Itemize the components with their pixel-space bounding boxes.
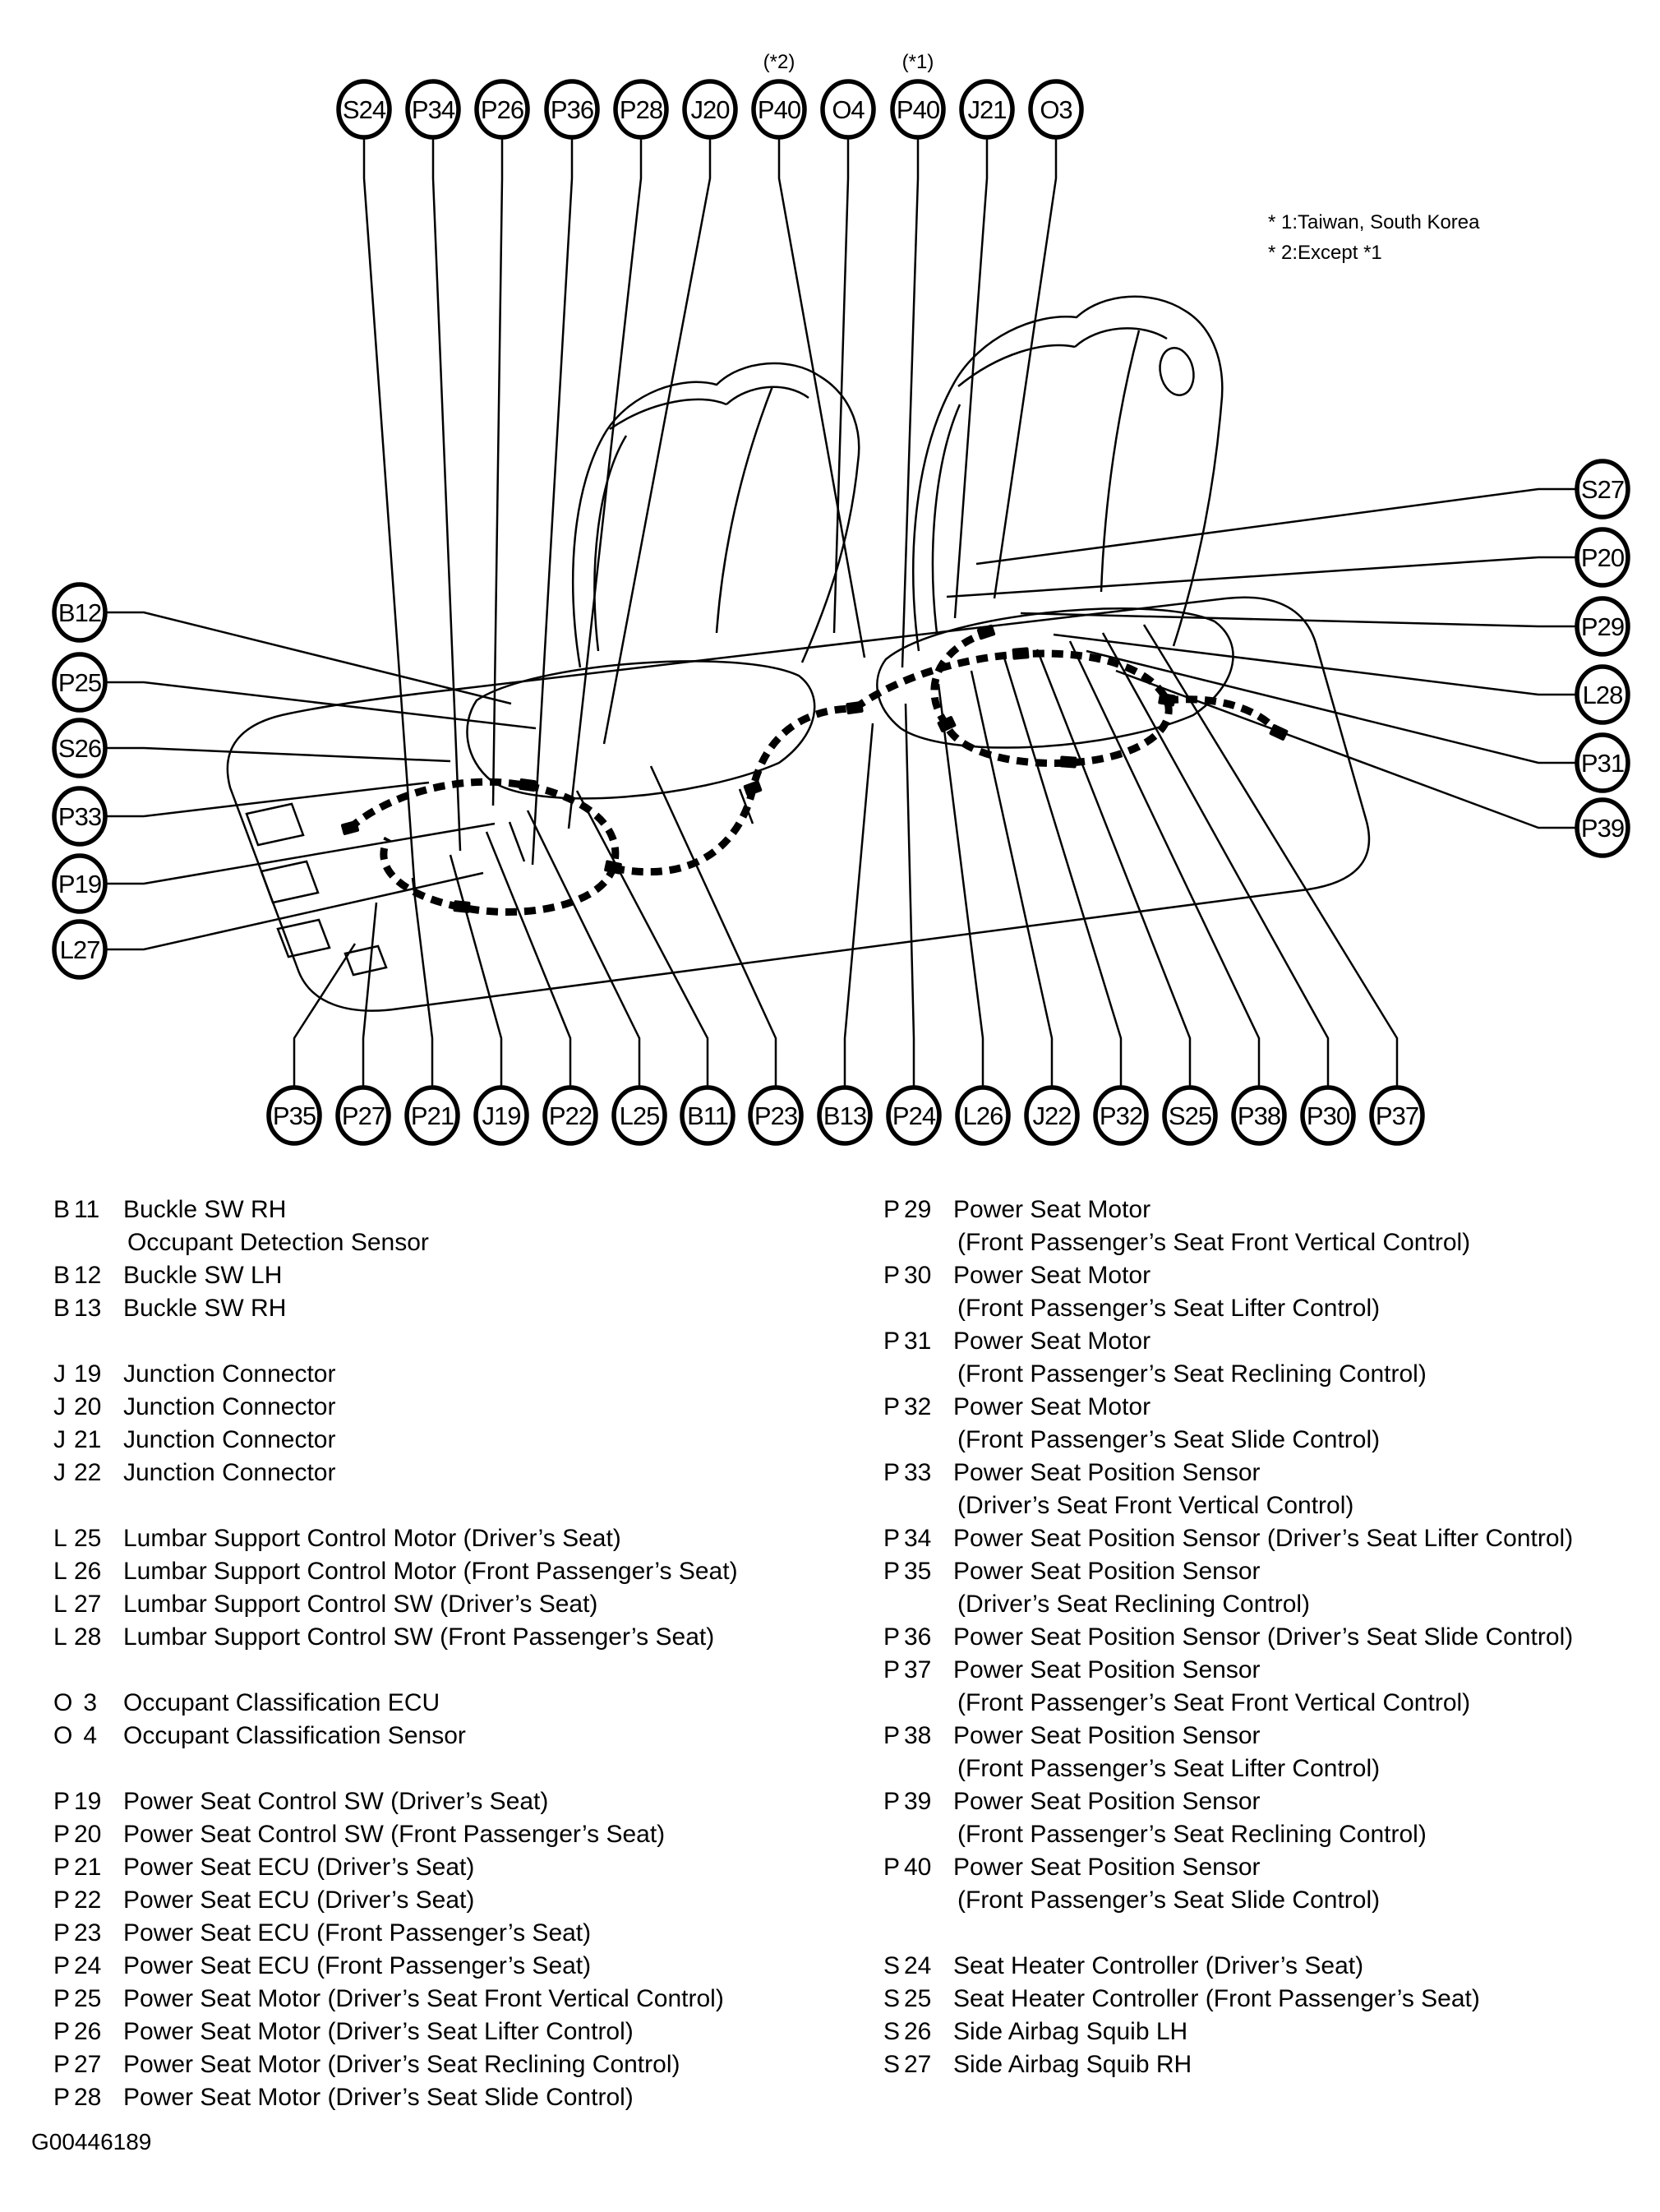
legend-code-number: 27 bbox=[74, 1591, 102, 1618]
legend-code-letter: P bbox=[883, 1722, 901, 1749]
legend-entry-continuation bbox=[883, 1358, 1573, 1391]
legend-entry-p19 bbox=[53, 1785, 738, 1818]
legend-description-continuation: (Front Passenger’s Seat Lifter Control) bbox=[957, 1755, 1381, 1782]
legend-group-gap bbox=[53, 1325, 738, 1358]
legend-code-number: 20 bbox=[74, 1393, 102, 1420]
legend-group-gap bbox=[883, 1917, 1573, 1950]
legend-description-continuation: Occupant Detection Sensor bbox=[127, 1229, 429, 1256]
legend-description: Side Airbag Squib LH bbox=[953, 2018, 1188, 2045]
callout-p20 bbox=[947, 529, 1628, 597]
callout-label: P36 bbox=[550, 95, 594, 125]
callout-s26 bbox=[54, 720, 450, 776]
legend-code-letter: J bbox=[53, 1426, 66, 1453]
leader-line bbox=[569, 137, 641, 829]
legend-code-letter: P bbox=[53, 1821, 71, 1848]
legend-entry-continuation bbox=[53, 1226, 738, 1259]
legend-description-continuation: (Front Passenger’s Seat Slide Control) bbox=[957, 1886, 1381, 1914]
leader-line bbox=[450, 855, 501, 1088]
callout-l26 bbox=[938, 684, 1008, 1143]
legend-code-number: 25 bbox=[904, 1985, 932, 2012]
legend-description-continuation: (Driver’s Seat Front Vertical Control) bbox=[957, 1492, 1354, 1519]
callout-p38 bbox=[1070, 641, 1284, 1143]
legend-description: Occupant Classification Sensor bbox=[123, 1722, 466, 1749]
legend-entry-continuation bbox=[883, 1588, 1573, 1621]
legend-entry-p40 bbox=[883, 1851, 1573, 1884]
callout-label: P29 bbox=[1580, 612, 1625, 642]
legend-description: Power Seat ECU (Driver’s Seat) bbox=[123, 1854, 475, 1881]
legend-code-letter: P bbox=[883, 1393, 901, 1420]
legend-entry-p21 bbox=[53, 1851, 738, 1884]
legend-description: Lumbar Support Control SW (Front Passenger’s Seat) bbox=[123, 1623, 715, 1651]
legend-description: Power Seat Motor bbox=[953, 1196, 1151, 1223]
legend-group-gap bbox=[53, 1489, 738, 1522]
legend-code-letter: P bbox=[883, 1196, 901, 1223]
legend-entry-l27 bbox=[53, 1588, 738, 1621]
leader-line bbox=[1037, 649, 1190, 1088]
leader-line bbox=[947, 557, 1575, 597]
legend-code-number: 22 bbox=[74, 1459, 102, 1486]
legend-code-number: 34 bbox=[904, 1525, 932, 1552]
legend-entry-continuation bbox=[883, 1884, 1573, 1917]
legend-description: Power Seat Motor (Driver’s Seat Slide Control) bbox=[123, 2084, 634, 2111]
callout-label: P24 bbox=[892, 1101, 936, 1131]
legend-description-continuation: (Front Passenger’s Seat Lifter Control) bbox=[957, 1295, 1381, 1322]
callout-label: B11 bbox=[687, 1101, 728, 1131]
legend-code-number: 11 bbox=[74, 1196, 100, 1223]
legend-entry-j22 bbox=[53, 1457, 738, 1489]
legend-code-letter: S bbox=[883, 2018, 901, 2045]
legend-description: Buckle SW RH bbox=[123, 1196, 287, 1223]
legend-description: Power Seat Motor (Driver’s Seat Front Vertical Control) bbox=[123, 1985, 724, 2012]
legend-code-number: 20 bbox=[74, 1821, 102, 1848]
legend-code-letter: S bbox=[883, 2051, 901, 2078]
legend-description-continuation: (Front Passenger’s Seat Reclining Control) bbox=[957, 1821, 1427, 1848]
callout-j22 bbox=[971, 671, 1077, 1143]
callout-label: J22 bbox=[1032, 1101, 1072, 1131]
callout-label: S25 bbox=[1168, 1101, 1212, 1131]
legend-code-number: 21 bbox=[74, 1426, 102, 1453]
legend-code-number: 26 bbox=[74, 2018, 102, 2045]
legend-entry-j19 bbox=[53, 1358, 738, 1391]
callout-p40-2 bbox=[892, 51, 943, 667]
leader-line bbox=[651, 766, 776, 1088]
legend-description: Side Airbag Squib RH bbox=[953, 2051, 1192, 2078]
legend-code-letter: P bbox=[53, 1952, 71, 1979]
legend-entry-j20 bbox=[53, 1391, 738, 1424]
legend-description: Occupant Classification ECU bbox=[123, 1689, 440, 1716]
legend-description: Junction Connector bbox=[123, 1360, 336, 1388]
legend-code-number: 36 bbox=[904, 1623, 932, 1651]
leader-line bbox=[604, 137, 710, 744]
legend-entry-o4 bbox=[53, 1720, 738, 1753]
legend-code-number: 26 bbox=[904, 2018, 932, 2045]
leader-line bbox=[107, 748, 450, 761]
legend-entry-l26 bbox=[53, 1555, 738, 1588]
legend-entry-continuation bbox=[883, 1489, 1573, 1522]
legend-description-continuation: (Front Passenger’s Seat Front Vertical Control) bbox=[957, 1689, 1471, 1716]
legend-entry-p20 bbox=[53, 1818, 738, 1851]
legend-entry-continuation bbox=[883, 1753, 1573, 1785]
legend-code-letter: B bbox=[53, 1196, 71, 1223]
legend-description: Lumbar Support Control Motor (Front Passenger’s Seat) bbox=[123, 1558, 738, 1585]
callout-p23 bbox=[651, 766, 801, 1143]
callout-j19 bbox=[450, 855, 527, 1143]
legend-code-letter: S bbox=[883, 1985, 901, 2012]
callout-label: B13 bbox=[823, 1101, 867, 1131]
callout-p24 bbox=[888, 704, 939, 1143]
legend-entry-p23 bbox=[53, 1917, 738, 1950]
legend-description: Power Seat Motor bbox=[953, 1393, 1151, 1420]
legend-description-continuation: (Driver’s Seat Reclining Control) bbox=[957, 1591, 1311, 1618]
callout-label: P40 bbox=[757, 95, 801, 125]
leader-line bbox=[1086, 651, 1575, 763]
legend-code-letter: P bbox=[883, 1623, 901, 1651]
legend-entry-p26 bbox=[53, 2016, 738, 2048]
callout-label: L28 bbox=[1582, 681, 1623, 710]
leader-line bbox=[493, 137, 502, 806]
leader-line bbox=[363, 903, 376, 1088]
legend-column-right bbox=[883, 1194, 1573, 2081]
callout-variant-note: (*1) bbox=[901, 51, 934, 73]
callout-label: P25 bbox=[58, 668, 102, 698]
callout-label: L25 bbox=[619, 1101, 660, 1131]
callout-label: S26 bbox=[58, 734, 102, 764]
callout-label: P34 bbox=[411, 95, 455, 125]
callout-p28 bbox=[569, 81, 666, 829]
callout-label: P33 bbox=[58, 802, 102, 832]
callout-label: J19 bbox=[482, 1101, 521, 1131]
legend-code-letter: P bbox=[53, 1985, 71, 2012]
legend-code-number: 28 bbox=[74, 1623, 102, 1651]
leader-line bbox=[1004, 658, 1121, 1088]
legend-entry-s24 bbox=[883, 1950, 1573, 1983]
market-note-line1: * 1:Taiwan, South Korea bbox=[1268, 211, 1480, 233]
legend-entry-p35 bbox=[883, 1555, 1573, 1588]
legend-code-letter: J bbox=[53, 1360, 66, 1388]
legend-code-letter: J bbox=[53, 1459, 66, 1486]
callout-label: P20 bbox=[1580, 543, 1625, 573]
legend-description: Junction Connector bbox=[123, 1459, 336, 1486]
legend-code-number: 24 bbox=[904, 1952, 932, 1979]
leader-line bbox=[364, 137, 415, 892]
legend-group-gap bbox=[53, 1753, 738, 1785]
legend-entry-continuation bbox=[883, 1424, 1573, 1457]
legend-code-number: 37 bbox=[904, 1656, 932, 1683]
legend-description: Power Seat Motor (Driver’s Seat Reclining Control) bbox=[123, 2051, 680, 2078]
legend-column-left bbox=[53, 1194, 738, 2114]
legend-code-number: 40 bbox=[904, 1854, 932, 1881]
legend-code-letter: P bbox=[883, 1525, 901, 1552]
legend-entry-l25 bbox=[53, 1522, 738, 1555]
legend-code-letter: P bbox=[883, 1656, 901, 1683]
callout-label: B12 bbox=[58, 598, 102, 628]
callout-label: J21 bbox=[967, 95, 1007, 125]
leader-line bbox=[107, 682, 536, 728]
leader-line bbox=[845, 723, 873, 1088]
legend-code-letter: L bbox=[53, 1525, 67, 1552]
legend-description: Power Seat Position Sensor bbox=[953, 1656, 1261, 1683]
legend-description: Power Seat Position Sensor bbox=[953, 1722, 1261, 1749]
legend-code-number: 25 bbox=[74, 1985, 102, 2012]
legend-entry-p25 bbox=[53, 1983, 738, 2016]
legend-code-letter: L bbox=[53, 1623, 67, 1651]
legend-code-number: 27 bbox=[74, 2051, 102, 2078]
callout-label: P32 bbox=[1099, 1101, 1143, 1131]
leader-line bbox=[577, 791, 708, 1088]
legend-code-number: 30 bbox=[904, 1262, 932, 1289]
callout-j20 bbox=[604, 81, 735, 744]
callout-label: P19 bbox=[58, 870, 102, 899]
leader-line bbox=[413, 878, 432, 1088]
callout-label: P27 bbox=[341, 1101, 385, 1131]
market-note-line2: * 2:Except *1 bbox=[1268, 242, 1382, 264]
legend-entry-continuation bbox=[883, 1687, 1573, 1720]
callout-o3 bbox=[994, 81, 1081, 598]
callout-s27 bbox=[976, 461, 1628, 564]
legend-entry-p36 bbox=[883, 1621, 1573, 1654]
callout-label: O3 bbox=[1040, 95, 1072, 125]
callout-label: P30 bbox=[1306, 1101, 1350, 1131]
legend-code-letter: P bbox=[53, 2018, 71, 2045]
legend-entry-l28 bbox=[53, 1621, 738, 1654]
legend-entry-b13 bbox=[53, 1292, 738, 1325]
callout-s25 bbox=[1037, 649, 1215, 1143]
callout-b12 bbox=[54, 584, 511, 704]
legend-description: Power Seat Position Sensor (Driver’s Seat Lifter Control) bbox=[953, 1525, 1574, 1552]
legend-entry-p28 bbox=[53, 2081, 738, 2114]
legend-code-number: 21 bbox=[74, 1854, 102, 1881]
callout-p34 bbox=[408, 81, 460, 851]
legend-description-continuation: (Front Passenger’s Seat Reclining Control) bbox=[957, 1360, 1427, 1388]
leader-line bbox=[107, 824, 495, 884]
passenger-seat bbox=[877, 297, 1233, 748]
market-note bbox=[1268, 207, 1480, 268]
legend-entry-o3 bbox=[53, 1687, 738, 1720]
legend-description: Power Seat ECU (Driver’s Seat) bbox=[123, 1886, 475, 1914]
legend-group-gap bbox=[53, 1654, 738, 1687]
legend-description: Lumbar Support Control Motor (Driver’s Seat) bbox=[123, 1525, 621, 1552]
callout-variant-note: (*2) bbox=[763, 51, 795, 73]
legend-code-letter: B bbox=[53, 1262, 71, 1289]
legend-code-number: 24 bbox=[74, 1952, 102, 1979]
leader-line bbox=[779, 137, 865, 658]
legend-code-letter: P bbox=[53, 1854, 71, 1881]
legend-code-number: 4 bbox=[83, 1722, 97, 1749]
legend-entry-p27 bbox=[53, 2048, 738, 2081]
callout-p21 bbox=[407, 878, 458, 1143]
callout-label: P22 bbox=[548, 1101, 593, 1131]
legend-description: Power Seat Control SW (Front Passenger’s Seat) bbox=[123, 1821, 666, 1848]
legend-description: Junction Connector bbox=[123, 1426, 336, 1453]
legend-entry-p33 bbox=[883, 1457, 1573, 1489]
legend-code-letter: P bbox=[883, 1854, 901, 1881]
leader-line bbox=[971, 671, 1052, 1088]
callout-label: P39 bbox=[1580, 814, 1625, 843]
legend-description: Power Seat ECU (Front Passenger’s Seat) bbox=[123, 1919, 592, 1946]
callout-label: J20 bbox=[690, 95, 730, 125]
leader-line bbox=[902, 137, 918, 667]
legend-entry-p31 bbox=[883, 1325, 1573, 1358]
legend-description: Power Seat Position Sensor bbox=[953, 1558, 1261, 1585]
callout-label: S24 bbox=[342, 95, 386, 125]
legend-code-letter: P bbox=[883, 1328, 901, 1355]
legend-code-number: 27 bbox=[904, 2051, 932, 2078]
legend-entry-j21 bbox=[53, 1424, 738, 1457]
legend-entry-p29 bbox=[883, 1194, 1573, 1226]
legend-description: Power Seat Motor (Driver’s Seat Lifter Control) bbox=[123, 2018, 634, 2045]
legend-code-letter: P bbox=[53, 2051, 71, 2078]
legend-entry-p32 bbox=[883, 1391, 1573, 1424]
legend-description: Buckle SW RH bbox=[123, 1295, 287, 1322]
callout-p32 bbox=[1004, 658, 1146, 1143]
callout-label: P35 bbox=[272, 1101, 316, 1131]
legend-code-letter: P bbox=[53, 1788, 71, 1815]
legend-code-letter: P bbox=[883, 1262, 901, 1289]
legend-code-letter: P bbox=[883, 1558, 901, 1585]
legend-entry-p37 bbox=[883, 1654, 1573, 1687]
leader-line bbox=[994, 137, 1056, 598]
leader-line bbox=[107, 873, 483, 949]
legend-code-number: 23 bbox=[74, 1919, 102, 1946]
legend-code-letter: L bbox=[53, 1591, 67, 1618]
legend-entry-p39 bbox=[883, 1785, 1573, 1818]
legend-entry-p34 bbox=[883, 1522, 1573, 1555]
leader-line bbox=[533, 137, 572, 865]
leader-line bbox=[528, 810, 639, 1088]
legend-entry-p24 bbox=[53, 1950, 738, 1983]
legend-code-number: 12 bbox=[74, 1262, 102, 1289]
leader-line bbox=[906, 704, 914, 1088]
figure-id: G00446189 bbox=[31, 2129, 152, 2154]
legend-description: Power Seat ECU (Front Passenger’s Seat) bbox=[123, 1952, 592, 1979]
legend-description: Seat Heater Controller (Front Passenger’s Seat) bbox=[953, 1985, 1480, 2012]
legend-description-continuation: (Front Passenger’s Seat Slide Control) bbox=[957, 1426, 1381, 1453]
legend-code-number: 32 bbox=[904, 1393, 932, 1420]
callout-label: P31 bbox=[1580, 749, 1625, 778]
callout-label: P28 bbox=[619, 95, 663, 125]
legend-description-continuation: (Front Passenger’s Seat Front Vertical Control) bbox=[957, 1229, 1471, 1256]
callout-label: P38 bbox=[1237, 1101, 1281, 1131]
callout-label: P26 bbox=[480, 95, 524, 125]
leader-line bbox=[107, 783, 429, 816]
callout-label: P40 bbox=[896, 95, 940, 125]
legend-entry-p22 bbox=[53, 1884, 738, 1917]
legend-code-letter: P bbox=[883, 1459, 901, 1486]
legend-description: Power Seat Position Sensor bbox=[953, 1854, 1261, 1881]
legend-description: Buckle SW LH bbox=[123, 1262, 283, 1289]
legend-code-letter: J bbox=[53, 1393, 66, 1420]
legend-code-letter: O bbox=[53, 1689, 73, 1716]
legend-description: Lumbar Support Control SW (Driver’s Seat) bbox=[123, 1591, 598, 1618]
legend-description: Power Seat Position Sensor (Driver’s Seat Slide Control) bbox=[953, 1623, 1574, 1651]
callout-p27 bbox=[338, 903, 389, 1143]
legend-code-number: 19 bbox=[74, 1360, 102, 1388]
leader-line bbox=[976, 489, 1575, 564]
callout-label: S27 bbox=[1580, 475, 1625, 505]
legend-code-number: 19 bbox=[74, 1788, 102, 1815]
legend-code-letter: B bbox=[53, 1295, 71, 1322]
callout-label: P23 bbox=[754, 1101, 798, 1131]
legend-code-letter: P bbox=[53, 1919, 71, 1946]
callout-label: P37 bbox=[1375, 1101, 1419, 1131]
legend-description: Power Seat Control SW (Driver’s Seat) bbox=[123, 1788, 549, 1815]
legend-code-letter: S bbox=[883, 1952, 901, 1979]
legend-description: Power Seat Motor bbox=[953, 1328, 1151, 1355]
legend-code-number: 26 bbox=[74, 1558, 102, 1585]
legend-code-number: 38 bbox=[904, 1722, 932, 1749]
legend-code-number: 25 bbox=[74, 1525, 102, 1552]
legend-code-number: 35 bbox=[904, 1558, 932, 1585]
legend-code-number: 22 bbox=[74, 1886, 102, 1914]
legend-code-letter: P bbox=[883, 1788, 901, 1815]
callout-label: L26 bbox=[962, 1101, 1003, 1131]
leader-line bbox=[433, 137, 460, 851]
callout-s24 bbox=[339, 81, 415, 892]
legend-code-letter: P bbox=[53, 1886, 71, 1914]
callout-o4 bbox=[823, 81, 874, 633]
leader-line bbox=[294, 944, 355, 1088]
legend-entry-continuation bbox=[883, 1818, 1573, 1851]
callout-label: P21 bbox=[410, 1101, 454, 1131]
legend-entry-s25 bbox=[883, 1983, 1573, 2016]
callout-label: L27 bbox=[59, 935, 100, 965]
callout-b13 bbox=[819, 723, 873, 1143]
legend-description: Junction Connector bbox=[123, 1393, 336, 1420]
callout-label: O4 bbox=[832, 95, 865, 125]
legend-code-number: 28 bbox=[74, 2084, 102, 2111]
legend-code-number: 33 bbox=[904, 1459, 932, 1486]
legend-description: Seat Heater Controller (Driver’s Seat) bbox=[953, 1952, 1364, 1979]
legend-code-number: 31 bbox=[904, 1328, 932, 1355]
legend-description: Power Seat Position Sensor bbox=[953, 1788, 1261, 1815]
legend-entry-p30 bbox=[883, 1259, 1573, 1292]
legend-code-letter: L bbox=[53, 1558, 67, 1585]
legend-entry-b11 bbox=[53, 1194, 738, 1226]
legend-entry-p38 bbox=[883, 1720, 1573, 1753]
legend-code-number: 3 bbox=[83, 1689, 97, 1716]
legend-code-number: 39 bbox=[904, 1788, 932, 1815]
legend-description: Power Seat Position Sensor bbox=[953, 1459, 1261, 1486]
legend-entry-s27 bbox=[883, 2048, 1573, 2081]
legend-code-letter: O bbox=[53, 1722, 73, 1749]
legend-code-number: 29 bbox=[904, 1196, 932, 1223]
legend-entry-b12 bbox=[53, 1259, 738, 1292]
legend-entry-continuation bbox=[883, 1226, 1573, 1259]
legend-code-letter: P bbox=[53, 2084, 71, 2111]
legend-entry-s26 bbox=[883, 2016, 1573, 2048]
callout-p29 bbox=[1021, 598, 1628, 654]
wiring-harness bbox=[341, 624, 1289, 913]
legend-description: Power Seat Motor bbox=[953, 1262, 1151, 1289]
legend-code-number: 13 bbox=[74, 1295, 102, 1322]
legend-entry-continuation bbox=[883, 1292, 1573, 1325]
